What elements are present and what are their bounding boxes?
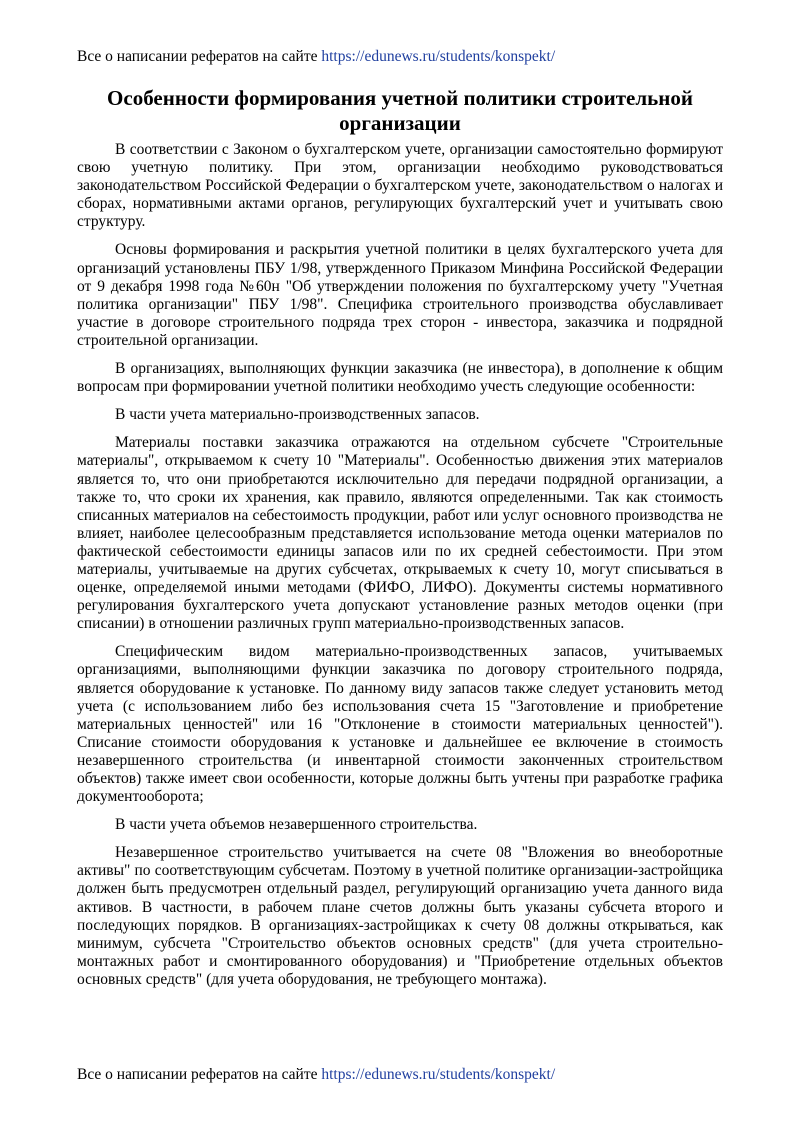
page-footer — [77, 1065, 555, 1084]
header-text: Все о написании рефератов на сайте — [77, 48, 322, 65]
footer-text: Все о написании рефератов на сайте — [77, 1066, 322, 1083]
header-link[interactable]: https://edunews.ru/students/konspekt/ — [321, 48, 556, 65]
paragraph-1: В соответствии с Законом о бухгалтерском учете, организации самостоятельно формируют свою учетную политику. При этом, организации необходимо руководствоваться законодательством Российской Федерации о бухгалтерском учете, законодательством о налогах и сборах, нормативными актами органов, регулирующих бухгалтерский учет и учитывать свою структуру. — [77, 141, 723, 231]
paragraph-5: Материалы поставки заказчика отражаются на отдельном субсчете "Строительные материалы", открываемом к счету 10 "Материалы". Особенностью движения этих материалов является то, что они приобретаются исключительно для передачи подрядной организации, а также то, что сроки их хранения, как правило, являются определенными. Так как стоимость списанных материалов на себестоимость продукции, работ или услуг основного производства не влияет, наиболее целесообразным представляется использование метода оценки материалов по фактической себестоимости единицы запасов или по их средней себестоимости. При этом материалы, учитываемые на других субсчетах, открываемых к счету 10, могут списываться в оценке, определяемой иными методами (ФИФО, ЛИФО). Документы системы нормативного регулирования бухгалтерского учета допускают установление разных методов оценки (при списании) в отношении различных групп материально-производственных запасов. — [77, 434, 723, 633]
paragraph-8: Незавершенное строительство учитывается на счете 08 "Вложения во внеоборотные активы" по соответствующим субсчетам. Поэтому в учетной политике организации-застройщика должен быть предусмотрен отдельный раздел, регулирующий организацию учета данного вида активов. В частности, в рабочем плане счетов должны быть указаны субсчета второго и последующих порядков. В организациях-застройщиках к счету 08 должны открываться, как минимум, субсчета "Строительство объектов основных средств" (для учета строительно-монтажных работ и смонтированного оборудования) и "Приобретение отдельных объектов основных средств" (для учета оборудования, не требующего монтажа). — [77, 844, 723, 988]
document-body — [77, 141, 723, 999]
paragraph-4: В части учета материально-производственных запасов. — [115, 406, 480, 424]
paragraph-7: В части учета объемов незавершенного строительства. — [115, 816, 478, 834]
paragraph-3: В организациях, выполняющих функции заказчика (не инвестора), в дополнение к общим вопросам при формировании учетной политики необходимо учесть следующие особенности: — [77, 360, 723, 396]
document-title: Особенности формирования учетной политики строительной организации — [107, 86, 693, 135]
paragraph-6: Специфическим видом материально-производственных запасов, учитываемых организациями, выполняющими функции заказчика по договору строительного подряда, является оборудование к установке. По данному виду запасов также следует установить метод учета (с использованием либо без использования счета 15 "Заготовление и приобретение материальных ценностей" или 16 "Отклонение в стоимости материальных ценностей"). Списание стоимости оборудования к установке и дальнейшее ее включение в стоимость незавершенного строительства (и инвентарной стоимости законченных строительством объектов) также имеет свои особенности, которые должны быть учтены при разработке графика документооборота; — [77, 643, 723, 806]
paragraph-2: Основы формирования и раскрытия учетной политики в целях бухгалтерского учета для организаций установлены ПБУ 1/98, утвержденного Приказом Минфина Российской Федерации от 9 декабря 1998 года №60н "Об утверждении положения по бухгалтерскому учету "Учетная политика организации" ПБУ 1/98". Специфика строительного производства обуславливает участие в договоре строительного подряда трех сторон - инвестора, заказчика и подрядной строительной организации. — [77, 241, 723, 349]
page-header — [77, 47, 555, 66]
footer-link[interactable]: https://edunews.ru/students/konspekt/ — [321, 1066, 556, 1083]
